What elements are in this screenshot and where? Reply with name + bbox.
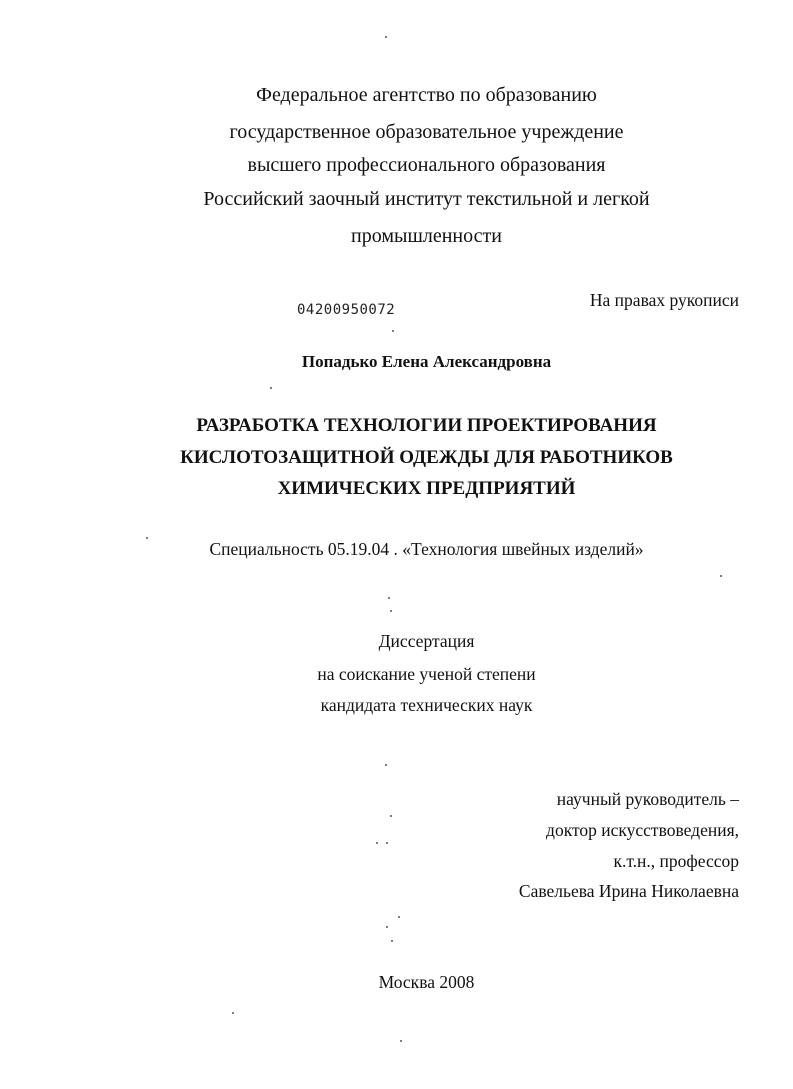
manuscript-note: На правах рукописи: [589, 290, 739, 310]
supervisor-line: к.т.н., профессор: [613, 851, 739, 871]
scan-speck: [388, 597, 390, 599]
header-line: Российский заочный институт текстильной и легкой: [203, 188, 650, 210]
scan-speck: [386, 926, 388, 928]
scan-speck: [390, 815, 392, 817]
title-line: ХИМИЧЕСКИХ ПРЕДПРИЯТИЙ: [277, 478, 576, 499]
header-line: высшего профессионального образования: [247, 154, 606, 176]
title-line: КИСЛОТОЗАЩИТНОЙ ОДЕЖДЫ ДЛЯ РАБОТНИКОВ: [180, 447, 673, 468]
supervisor-line: Савельева Ирина Николаевна: [518, 881, 739, 901]
scan-speck: [720, 575, 722, 577]
specialty: Специальность 05.19.04 . «Технология швейных изделий»: [209, 539, 644, 559]
scan-speck: [232, 1012, 234, 1014]
author-name: Попадько Елена Александровна: [301, 352, 552, 371]
degree-line: на соискание ученой степени: [317, 664, 536, 684]
degree-line: кандидата технических наук: [320, 695, 533, 715]
header-line: государственное образовательное учреждение: [229, 121, 624, 143]
scan-speck: [398, 916, 400, 918]
supervisor-line: доктор искусствоведения,: [546, 820, 739, 840]
scan-speck: [391, 940, 393, 942]
scan-speck: [390, 610, 392, 612]
scan-speck: [146, 537, 148, 539]
scan-speck: [386, 842, 388, 844]
scan-speck: [385, 36, 387, 38]
scan-speck: [392, 330, 394, 332]
city-year: Москва 2008: [378, 972, 475, 992]
header-line: Федеральное агентство по образованию: [256, 84, 597, 106]
scan-speck: [376, 842, 378, 844]
registration-number: 04200950072: [297, 302, 396, 318]
scan-speck: [270, 387, 272, 389]
header-line: промышленности: [351, 225, 502, 247]
degree-line: Диссертация: [378, 631, 475, 651]
supervisor-line: научный руководитель –: [556, 789, 739, 809]
scan-speck: [400, 1040, 402, 1042]
scan-speck: [385, 764, 387, 766]
title-line: РАЗРАБОТКА ТЕХНОЛОГИИ ПРОЕКТИРОВАНИЯ: [196, 415, 657, 436]
